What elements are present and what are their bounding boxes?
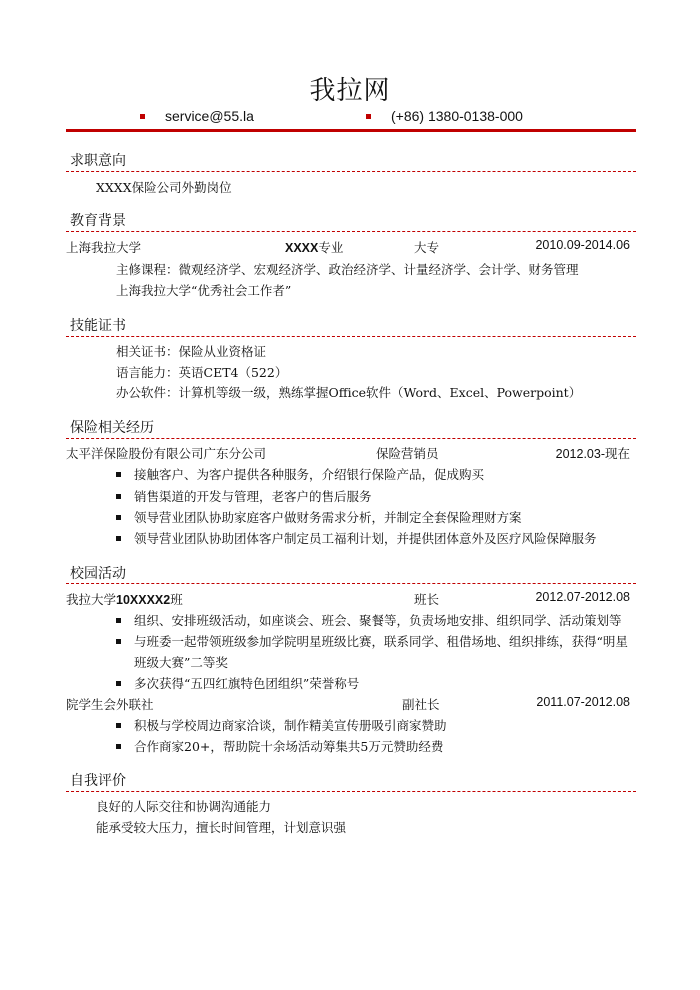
- campus-org-1: 我拉大学10XXXX2班: [66, 592, 183, 607]
- email-line: [140, 108, 254, 124]
- education-major: XXXX专业: [285, 240, 344, 255]
- list-item: 销售渠道的开发与管理，老客户的售后服务: [116, 487, 372, 505]
- education-honor: 上海我拉大学“优秀社会工作者”: [116, 283, 292, 298]
- bullet-icon: [116, 472, 121, 477]
- skill-item: 语言能力：英语CET4（522）: [116, 365, 288, 380]
- campus-period-2: 2011.07-2012.08: [536, 695, 630, 709]
- bullet-icon: [116, 515, 121, 520]
- phone-text: (+86) 1380-0138-000: [391, 108, 523, 124]
- skill-item: 办公软件：计算机等级一级，熟练掌握Office软件（Word、Excel、Powerpoint）: [116, 385, 582, 400]
- campus-role-2: 副社长: [402, 697, 440, 712]
- education-school: 上海我拉大学: [66, 240, 142, 255]
- section-title-skills: 技能证书: [70, 318, 126, 334]
- bullet-icon: [116, 639, 121, 644]
- self-line: 能承受较大压力，擅长时间管理，计划意识强: [96, 820, 347, 835]
- list-item: 与班委一起带领班级参加学院明星班级比赛，联系同学、租借场地、组织排练，获得“明星: [116, 632, 628, 650]
- list-item: 接触客户、为客户提供各种服务，介绍银行保险产品，促成购买: [116, 465, 484, 483]
- list-item: 领导营业团队协助团体客户制定员工福利计划，并提供团体意外及医疗风险保障服务: [116, 529, 597, 547]
- bullet-icon: [116, 618, 121, 623]
- resume-name: 我拉网: [309, 76, 391, 106]
- self-line: 良好的人际交往和协调沟通能力: [96, 799, 272, 814]
- section-divider: [66, 336, 636, 337]
- campus-role-1: 班长: [414, 592, 440, 607]
- campus-period-1: 2012.07-2012.08: [535, 590, 630, 604]
- list-item: 领导营业团队协助家庭客户做财务需求分析，并制定全套保险理财方案: [116, 508, 522, 526]
- list-item: 积极与学校周边商家洽谈，制作精美宣传册吸引商家赞助: [116, 716, 447, 734]
- bullet-icon: [116, 494, 121, 499]
- bullet-square-icon: [366, 114, 371, 119]
- list-item: 组织、安排班级活动，如座谈会、班会、聚餐等，负责场地安排、组织同学、活动策划等: [116, 611, 622, 629]
- list-item-continuation: 班级大赛”二等奖: [134, 655, 228, 670]
- bullet-icon: [116, 723, 121, 728]
- bullet-icon: [116, 681, 121, 686]
- section-title-education: 教育背景: [70, 213, 126, 229]
- section-title-campus: 校园活动: [70, 566, 126, 582]
- header-divider: [66, 129, 636, 132]
- email-text: service@55.la: [165, 108, 254, 124]
- section-divider: [66, 438, 636, 439]
- section-divider: [66, 171, 636, 172]
- section-title-self: 自我评价: [70, 773, 126, 789]
- campus-org-2: 院学生会外联社: [66, 697, 154, 712]
- bullet-icon: [116, 744, 121, 749]
- experience-role: 保险营销员: [376, 446, 439, 461]
- bullet-square-icon: [140, 114, 145, 119]
- section-divider: [66, 583, 636, 584]
- list-item: 多次获得“五四红旗特色团组织”荣誉称号: [116, 674, 359, 692]
- education-period: 2010.09-2014.06: [535, 238, 630, 252]
- bullet-icon: [116, 536, 121, 541]
- list-item: 合作商家20+，帮助院十余场活动筹集共5万元赞助经费: [116, 737, 443, 755]
- section-divider: [66, 231, 636, 232]
- section-title-experience: 保险相关经历: [70, 420, 154, 436]
- section-title-objective: 求职意向: [70, 153, 126, 169]
- section-divider: [66, 791, 636, 792]
- phone-line: [366, 108, 523, 124]
- education-courses: 主修课程：微观经济学、宏观经济学、政治经济学、计量经济学、会计学、财务管理: [116, 262, 579, 277]
- education-degree: 大专: [414, 240, 440, 255]
- skill-item: 相关证书：保险从业资格证: [116, 344, 267, 359]
- objective-text: XXXX保险公司外勤岗位: [96, 180, 232, 195]
- experience-company: 太平洋保险股份有限公司广东分公司: [66, 446, 267, 461]
- experience-period: 2012.03-现在: [555, 447, 630, 461]
